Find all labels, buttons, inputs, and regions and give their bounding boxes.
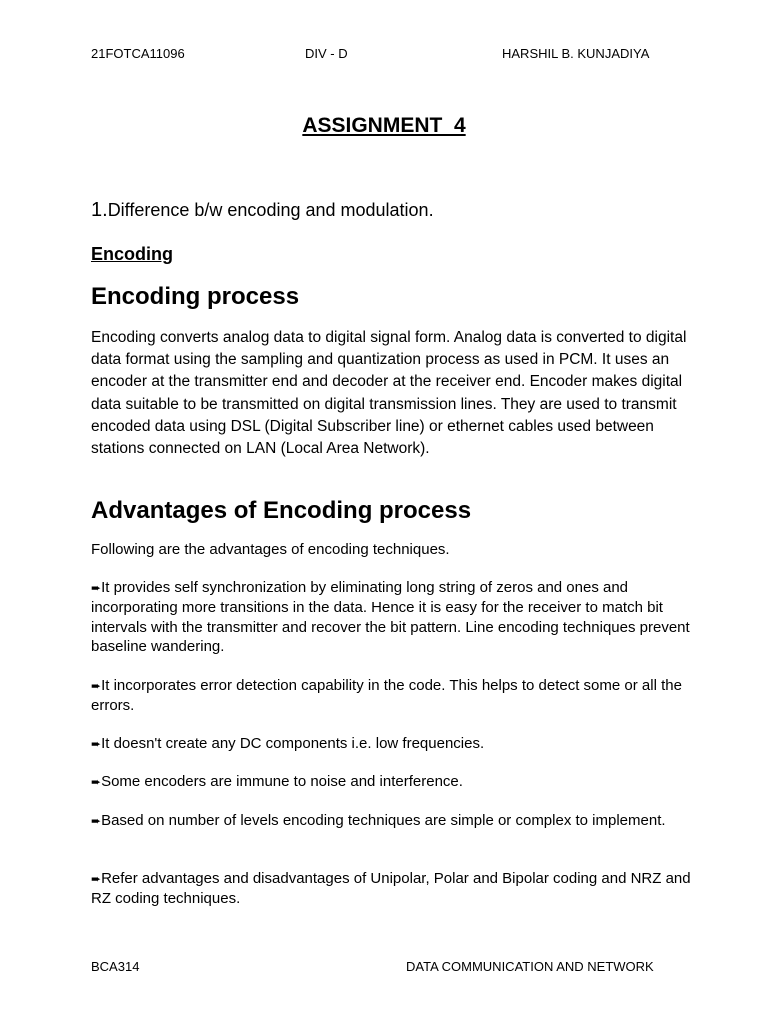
bullet-text: Based on number of levels encoding techniques are simple or complex to implement.: [101, 812, 666, 829]
footer-course-code: BCA314: [91, 959, 140, 974]
arrow-icon: ➨: [91, 679, 102, 693]
arrow-icon: ➨: [91, 775, 102, 789]
question-number: 1.: [91, 199, 108, 221]
arrow-icon: ➨: [91, 737, 102, 751]
question-heading: [91, 199, 434, 221]
header-student-name: HARSHIL B. KUNJADIYA: [502, 46, 650, 61]
bullet-text: It provides self synchronization by eliminating long string of zeros and ones and incorporating more transitions in the data. Hence it is easy for the receiver to match bit intervals with the transmitter and recover the bit pattern. Line encoding techniques prevent baseline wandering.: [91, 579, 690, 655]
heading-advantages: Advantages of Encoding process: [91, 497, 472, 524]
bullet-text: Refer advantages and disadvantages of Unipolar, Polar and Bipolar coding and NRZ and RZ coding techniques.: [91, 870, 691, 908]
assignment-title: ASSIGNMENT 4: [302, 114, 466, 137]
arrow-icon: ➨: [91, 814, 102, 828]
advantages-intro: Following are the advantages of encoding techniques.: [91, 541, 450, 558]
header-student-id: 21FOTCA11096: [91, 46, 185, 61]
arrow-icon: ➨: [91, 581, 102, 595]
question-text: Difference b/w encoding and modulation.: [107, 200, 434, 220]
bullet-text: It incorporates error detection capability in the code. This helps to detect some or all the errors.: [91, 677, 682, 715]
section-label: Encoding: [91, 244, 173, 264]
bullet-item: [91, 734, 696, 754]
bullet-item: [91, 578, 696, 656]
bullet-text: Some encoders are immune to noise and interference.: [101, 773, 463, 790]
bullet-item: [91, 772, 696, 792]
bullet-text: It doesn't create any DC components i.e. low frequencies.: [101, 735, 485, 752]
arrow-icon: ➨: [91, 872, 102, 886]
heading-encoding-process: Encoding process: [91, 283, 300, 310]
bullet-item: [91, 869, 696, 909]
bullet-item: [91, 676, 696, 716]
footer-course-name: DATA COMMUNICATION AND NETWORK: [406, 959, 654, 974]
bullet-item: [91, 811, 696, 831]
encoding-paragraph: Encoding converts analog data to digital signal form. Analog data is converted to digital data format using the sampling and quantization process as used in PCM. It uses an encoder at the transmitter end and decoder at the receiver end. Encoder makes digital data suitable to be transmitted on digital transmission lines. They are used to transmit encoded data using DSL (Digital Subscriber line) or ethernet cables used between stations connected on LAN (Local Area Network).: [91, 329, 687, 458]
header-division: DIV - D: [305, 46, 348, 61]
